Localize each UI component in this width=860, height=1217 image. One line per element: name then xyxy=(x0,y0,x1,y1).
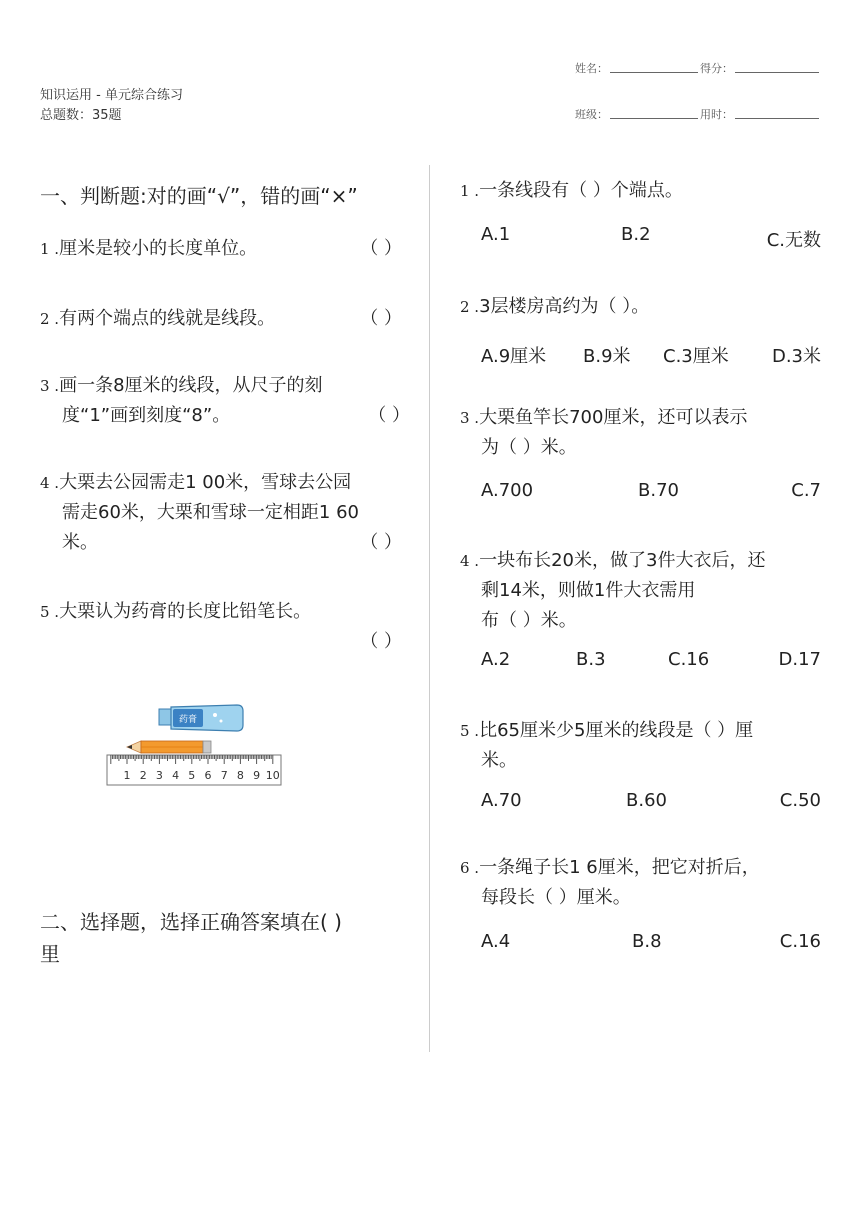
option-b[interactable]: B.3 xyxy=(576,649,606,670)
option-c[interactable]: C.3厘米 xyxy=(663,346,729,367)
option-a[interactable]: A.9厘米 xyxy=(481,346,547,367)
question-text: 大栗去公园需走1 00米，雪球去公园 xyxy=(59,472,352,493)
question-text-cont: 米。 xyxy=(481,750,517,771)
ruler-number: 6 xyxy=(204,769,212,782)
question-number: 3 . xyxy=(460,409,480,427)
question-number: 5 . xyxy=(40,603,60,621)
choice-question-6 xyxy=(460,853,825,913)
option-a[interactable]: A.4 xyxy=(481,931,511,952)
option-c[interactable]: C.16 xyxy=(779,931,821,952)
question-text: 大栗鱼竿长700厘米，还可以表示 xyxy=(479,407,748,428)
question-number: 2 . xyxy=(40,310,60,328)
total-questions: 总题数：35题 xyxy=(40,108,122,123)
option-a[interactable]: A.1 xyxy=(481,224,511,245)
question-text-cont: 剩14米，则做1件大衣需用 xyxy=(481,580,696,601)
option-a[interactable]: A.70 xyxy=(481,790,522,811)
judge-question-2 xyxy=(40,304,410,334)
option-d[interactable]: D.3米 xyxy=(771,346,821,367)
option-b[interactable]: B.60 xyxy=(626,790,667,811)
question-number: 4 . xyxy=(460,552,480,570)
question-text-cont: 米。 xyxy=(62,532,98,553)
question-number: 3 . xyxy=(40,377,60,395)
options-row-3 xyxy=(481,480,821,510)
section2-title-line2: 里 xyxy=(40,942,60,966)
answer-paren[interactable]: （ ） xyxy=(360,308,402,329)
options-row-6 xyxy=(481,931,821,961)
options-row-4 xyxy=(481,649,821,679)
column-divider xyxy=(429,165,430,1052)
choice-question-2 xyxy=(460,292,825,322)
ointment-tube xyxy=(159,705,243,731)
time-label: 用时： xyxy=(700,108,733,121)
answer-paren[interactable]: （ ） xyxy=(360,238,402,259)
ruler-number: 5 xyxy=(188,769,196,782)
ruler-number: 1 xyxy=(123,769,131,782)
section1-title: 一、判断题:对的画“√”，错的画“×” xyxy=(40,184,358,208)
question-text-cont: 度“1”画到刻度“8”。 xyxy=(62,405,231,426)
choice-question-4 xyxy=(460,546,830,636)
worksheet-subtitle: 知识运用 - 单元综合练习 xyxy=(40,88,183,103)
question-text-cont: 布（ ）米。 xyxy=(481,610,577,631)
class-label: 班级： xyxy=(575,108,608,121)
options-row-2 xyxy=(481,342,821,372)
question-number: 6 . xyxy=(460,859,480,877)
option-b[interactable]: B.70 xyxy=(638,480,679,501)
question-number: 5 . xyxy=(460,722,480,740)
option-c[interactable]: C.50 xyxy=(779,790,821,811)
ruler-number: 7 xyxy=(220,769,228,782)
judge-question-3 xyxy=(40,371,410,431)
question-text: 3层楼房高约为（ ）。 xyxy=(479,296,650,317)
ruler xyxy=(107,755,281,785)
question-text: 一块布长20米，做了3件大衣后，还 xyxy=(479,550,766,571)
ruler-number: 2 xyxy=(139,769,147,782)
ruler-number: 10 xyxy=(265,769,280,782)
judge-question-4 xyxy=(40,468,410,558)
option-a[interactable]: A.700 xyxy=(481,480,534,501)
class-field[interactable] xyxy=(610,118,698,119)
question-number: 4 . xyxy=(40,474,60,492)
question-text: 一条线段有（ ）个端点。 xyxy=(479,180,683,201)
question-text-cont: 为（ ）米。 xyxy=(481,437,577,458)
question-text: 厘米是较小的长度单位。 xyxy=(59,238,258,259)
question-text-cont: 需走60米，大栗和雪球一定相距1 60 xyxy=(62,502,359,523)
option-b[interactable]: B.9米 xyxy=(583,346,631,367)
option-b[interactable]: B.8 xyxy=(632,931,662,952)
choice-question-5 xyxy=(460,716,825,776)
option-c[interactable]: C.无数 xyxy=(766,230,821,251)
question-number: 2 . xyxy=(460,298,480,316)
ruler-pencil-ointment-illustration xyxy=(105,703,285,789)
question-text: 一条绳子长1 6厘米，把它对折后， xyxy=(479,857,760,878)
score-label: 得分： xyxy=(700,62,733,75)
question-text: 画一条8厘米的线段，从尺子的刻 xyxy=(59,375,323,396)
question-number: 1 . xyxy=(40,240,60,258)
question-text: 比65厘米少5厘米的线段是（ ）厘 xyxy=(479,720,754,741)
answer-paren[interactable]: （ ） xyxy=(360,532,402,553)
ruler-number: 8 xyxy=(236,769,244,782)
option-a[interactable]: A.2 xyxy=(481,649,511,670)
time-field[interactable] xyxy=(735,118,819,119)
name-label: 姓名： xyxy=(575,62,608,75)
question-text: 大栗认为药膏的长度比铅笔长。 xyxy=(59,601,312,622)
tube-label: 药膏 xyxy=(178,715,198,725)
options-row-1 xyxy=(481,224,821,254)
ruler-number: 4 xyxy=(172,769,180,782)
question-number: 1 . xyxy=(460,182,480,200)
option-c[interactable]: C.16 xyxy=(668,649,710,670)
ruler-number: 3 xyxy=(155,769,163,782)
name-field[interactable] xyxy=(610,72,698,73)
section2-title xyxy=(40,906,342,970)
score-field[interactable] xyxy=(735,72,819,73)
option-d[interactable]: D.17 xyxy=(778,649,821,670)
pencil xyxy=(127,741,211,753)
ruler-number: 9 xyxy=(253,769,261,782)
question-text: 有两个端点的线就是线段。 xyxy=(59,308,276,329)
judge-question-1 xyxy=(40,234,410,264)
option-b[interactable]: B.2 xyxy=(621,224,651,245)
choice-question-3 xyxy=(460,403,825,463)
option-c[interactable]: C.7 xyxy=(791,480,821,501)
answer-paren[interactable]: （ ） xyxy=(360,631,402,652)
options-row-5 xyxy=(481,790,821,820)
section2-title-line1: 二、选择题，选择正确答案填在( ) xyxy=(40,910,342,934)
judge-question-5 xyxy=(40,597,410,657)
answer-paren[interactable]: （ ） xyxy=(368,405,410,426)
question-text-cont: 每段长（ ）厘米。 xyxy=(481,887,631,908)
choice-question-1 xyxy=(460,176,825,206)
